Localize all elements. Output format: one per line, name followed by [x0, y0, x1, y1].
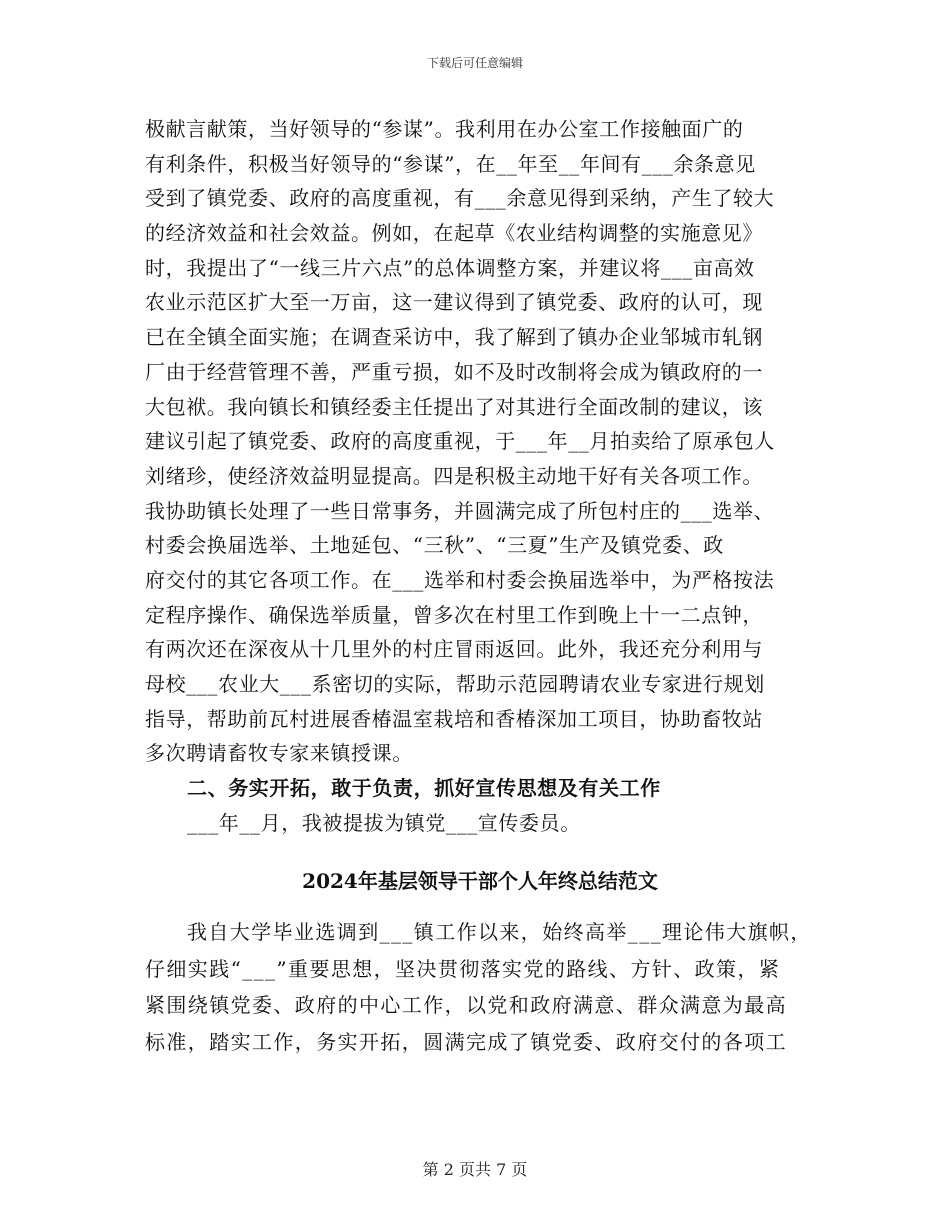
text-line: 农业示范区扩大至一万亩，这一建议得到了镇党委、政府的认可，现 [145, 290, 763, 315]
page-header: 下载后可任意编辑 [426, 56, 523, 70]
text-line: 受到了镇党委、政府的高度重视，有___余意见得到采纳，产生了较大 [145, 186, 775, 211]
document-title: 2024年基层领导干部个人年终总结范文 [302, 869, 658, 894]
text-line: 极献言献策，当好领导的“参谋”。我利用在办公室工作接触面广的 [145, 117, 744, 141]
text-line: 指导，帮助前瓦村进展香椿温室栽培和香椿深加工项目，协助畜牧站 [145, 706, 763, 731]
document-body [145, 112, 815, 1060]
text-line: 母校___农业大___系密切的实际，帮助示范园聘请农业专家进行规划 [145, 672, 765, 696]
text-line: 大包袱。我向镇长和镇经委主任提出了对其进行全面改制的建议，该 [145, 394, 763, 419]
text-line: 有利条件，积极当好领导的“参谋”，在__年至__年间有___余条意见 [145, 151, 756, 176]
text-line: 厂由于经营管理不善，严重亏损，如不及时改制将会成为镇政府的一 [145, 359, 763, 384]
text-line: 村委会换届选举、土地延包、“三秋”、“三夏”生产及镇党委、政 [145, 533, 724, 558]
text-line: 府交付的其它各项工作。在___选举和村委会换届选举中，为严格按法 [145, 567, 775, 592]
text-line: 的经济效益和社会效益。例如，在起草《农业结构调整的实施意见》 [145, 221, 763, 246]
text-line: 我自大学毕业选调到___镇工作以来，始终高举___理论伟大旗帜， [187, 920, 812, 945]
text-line: 刘绪珍，使经济效益明显提高。四是积极主动地干好有关各项工作。 [145, 463, 763, 488]
text-line: 仔细实践“___”重要思想，坚决贯彻落实党的路线、方针、政策，紧 [145, 956, 781, 981]
text-line: 多次聘请畜牧专家来镇授课。 [145, 741, 413, 766]
section-heading: 二、务实开拓，敢于负责，抓好宣传思想及有关工作 [187, 776, 661, 801]
text-line: 时，我提出了“一线三片六点”的总体调整方案，并建议将___亩高效 [145, 255, 755, 280]
text-line: ___年__月，我被提拔为镇党___宣传委员。 [187, 810, 581, 835]
text-line: 建议引起了镇党委、政府的高度重视，于___年__月拍卖给了原承包人 [145, 429, 775, 454]
text-line: 定程序操作、确保选举质量，曾多次在村里工作到晚上十一二点钟， [145, 602, 763, 627]
section-1-paragraph [145, 112, 815, 771]
page-footer: 第 2 页共 7 页 [422, 1160, 528, 1179]
text-line: 已在全镇全面实施；在调查采访中，我了解到了镇办企业邹城市轧钢 [145, 325, 763, 350]
text-line: 紧围绕镇党委、政府的中心工作，以党和政府满意、群众满意为最高 [145, 993, 787, 1018]
section-2-paragraph [145, 914, 815, 1060]
text-line: 标准，踏实工作，务实开拓，圆满完成了镇党委、政府交付的各项工 [145, 1029, 787, 1054]
text-line: 我协助镇长处理了一些日常事务，并圆满完成了所包村庄的___选举、 [145, 498, 775, 523]
text-line: 有两次还在深夜从十几里外的村庄冒雨返回。此外，我还充分利用与 [145, 637, 763, 662]
